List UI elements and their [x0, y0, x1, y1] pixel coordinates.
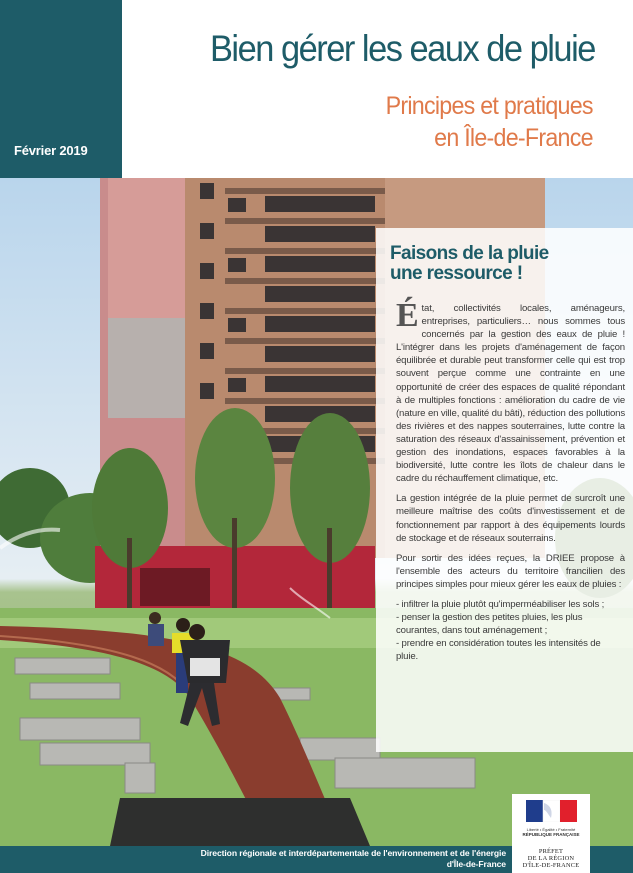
subtitle-line-1: Principes et pratiques — [385, 92, 593, 120]
panel-body — [396, 297, 625, 670]
bullet-item: - infiltrer la pluie plutôt qu'imperméabiliser les sols ; — [396, 598, 605, 610]
panel-heading — [390, 244, 625, 284]
panel-heading-line-2: une ressource ! — [390, 263, 523, 284]
bullet-item: - penser la gestion des petites pluies, les plus courantes, dans tout aménagement ; — [396, 612, 583, 637]
panel-heading-line-1: Faisons de la pluie — [390, 243, 549, 264]
republic-motto: Liberté • Égalité • Fraternité — [526, 827, 576, 832]
paragraph-1-text: tat, collectivités locales, aménageurs, entreprises, particuliers… nous sommes tous concernés par la gestion des eaux de pluie ! L'intégrer dans les projets d'aménagement de façon équilibrée et durable peut transformer celle qui est trop souvent perçue comme une contrainte en une opportunité de créer des espaces de qualité répondant à de multiples fonctions : amélioration du cadre de vie (nature en ville, qualité du bâti), réduction des pollutions des rivières et des nappes souterraines, lutte contre la saturation des réseaux d'assainissement, prévention et gestion des inondations, espaces favorables à la biodiversité, lutte contre les îlots de chaleur dans le cadre du réchauffement climatique, etc. — [396, 303, 625, 485]
prefet-logo — [512, 794, 590, 873]
prefet-line-1: PRÉFET — [538, 848, 564, 855]
document-title: Bien gérer les eaux de pluie — [210, 28, 595, 69]
republic-label: RÉPUBLIQUE FRANÇAISE — [522, 832, 580, 837]
prefet-line-3: D'ÎLE-DE-FRANCE — [522, 862, 580, 869]
bullet-list — [396, 598, 625, 663]
prefet-label — [514, 848, 588, 869]
footer-line-2: d'Île-de-France — [446, 859, 506, 869]
marianne-flag-icon — [520, 800, 584, 822]
footer-line-1: Direction régionale et interdépartementale de l'environnement et de l'énergie — [200, 848, 506, 858]
document-subtitle — [386, 90, 593, 154]
editorial-panel — [376, 228, 633, 752]
paragraph-2: La gestion intégrée de la pluie permet de surcroît une meilleure maîtrise des coûts d'investissement et de fonctionnement par rapport à des équipements lourds de stockage et de réseaux souterrains. — [396, 493, 625, 544]
prefet-line-2: DE LA RÉGION — [527, 855, 575, 862]
bullet-item: - prendre en considération toutes les intensités de pluie. — [396, 638, 601, 663]
footer-organization — [130, 848, 506, 870]
paragraph-3: Pour sortir des idées reçues, la DRIEE propose à l'ensemble des acteurs du territoire francilien des principes simples pour mieux gérer les eaux de pluies : — [396, 552, 625, 590]
paragraph-1 — [396, 297, 625, 485]
subtitle-line-2: en Île-de-France — [434, 124, 593, 152]
drop-cap: É — [396, 297, 419, 334]
publication-date: Février 2019 — [14, 143, 88, 158]
